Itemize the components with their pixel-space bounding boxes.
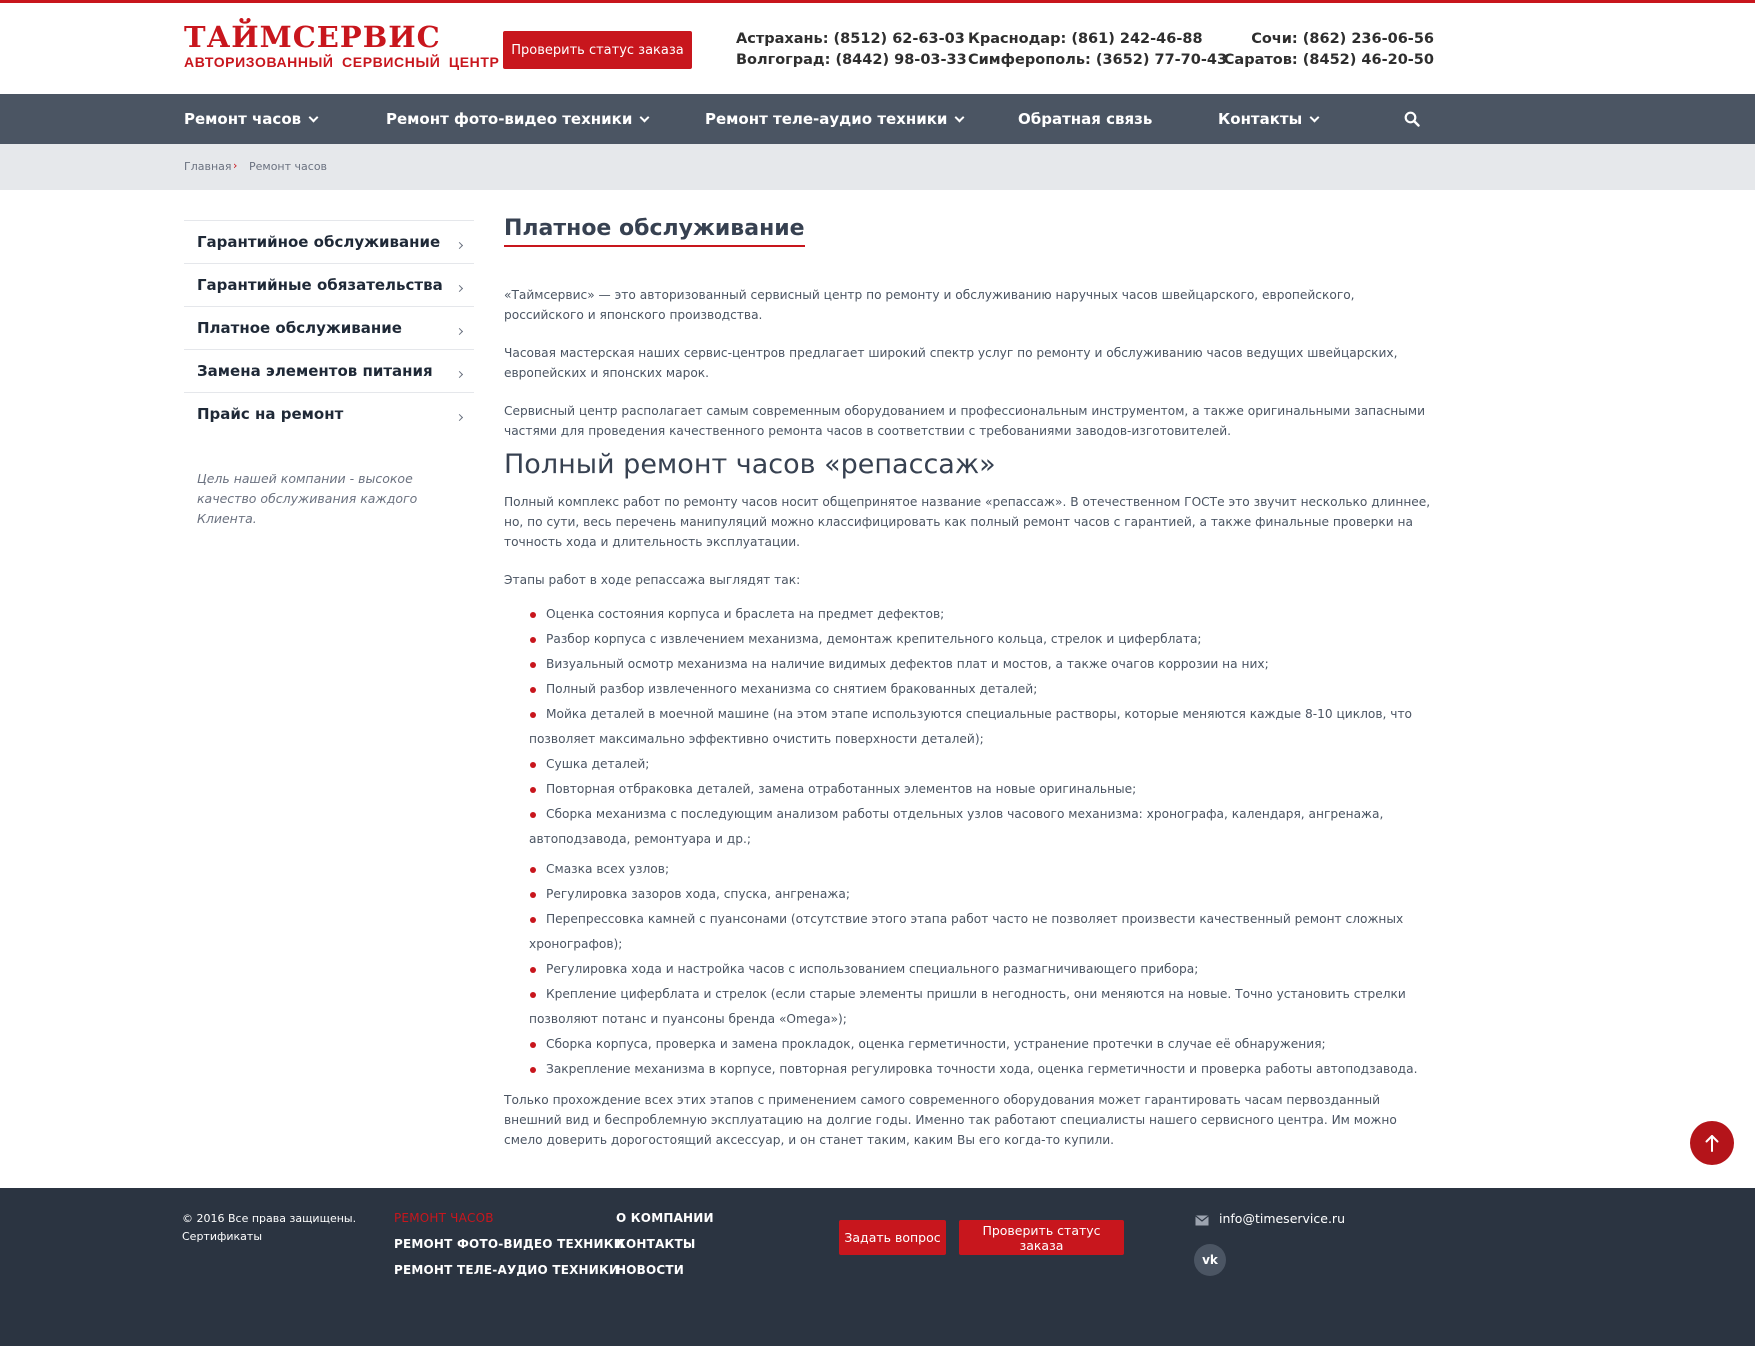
bullet-icon	[530, 687, 536, 693]
check-order-status-button[interactable]: Проверить статус заказа	[503, 31, 692, 69]
ask-question-button[interactable]: Задать вопрос	[839, 1220, 946, 1255]
sidebar-item-label: Прайс на ремонт	[197, 405, 344, 423]
nav-item-label: Контакты	[1218, 110, 1303, 128]
nav-item-photo-video-repair[interactable]	[386, 94, 648, 144]
breadcrumb-home[interactable]: Главная	[184, 160, 232, 173]
intro-paragraph: Часовая мастерская наших сервис-центров предлагает широкий спектр услуг по ремонту и обслуживанию часов ведущих швейцарских, европейских и японских марок.	[504, 346, 1398, 380]
phone-volgograd[interactable]: Волгоград: (8442) 98-03-33	[736, 52, 967, 68]
list-item: Полный разбор извлеченного механизма со снятием бракованных деталей;	[504, 677, 1436, 702]
list-item: Визуальный осмотр механизма на наличие видимых дефектов плат и мостов, а также очагов коррозии на них;	[504, 652, 1436, 677]
bullet-icon	[530, 1067, 536, 1073]
bullet-icon	[530, 812, 536, 818]
sidebar-item-warranty-obligations[interactable]	[184, 263, 474, 306]
body-paragraph: Этапы работ в ходе репассажа выглядят так:	[504, 573, 801, 587]
sidebar-item-battery-replacement[interactable]	[184, 349, 474, 392]
phone-saratov[interactable]: Саратов: (8452) 46-20-50	[1223, 52, 1434, 68]
phone-astrakhan[interactable]: Астрахань: (8512) 62-63-03	[736, 31, 965, 47]
chevron-right-icon	[456, 414, 463, 421]
sidebar-note: Цель нашей компании - высокое качество обслуживания каждого Клиента.	[197, 471, 418, 526]
bullet-icon	[530, 967, 536, 973]
sidebar	[184, 220, 474, 529]
chevron-down-icon	[640, 112, 650, 122]
bullet-icon	[530, 892, 536, 898]
chevron-right-icon	[456, 285, 463, 292]
arrow-up-icon	[1704, 1134, 1720, 1152]
list-item: Смазка всех узлов;	[504, 857, 1436, 882]
phones-col-2	[968, 29, 1227, 71]
closing-paragraph: Только прохождение всех этих этапов с применением самого современного оборудования может гарантировать часам первозданный внешний вид и беспроблемную эксплуатацию на долгие годы. Именно так работают специалисты нашего сервисного центра. Им можно смело доверить дорогостоящий аксессуар, и он станет таким, каким Вы его когда-то купили.	[504, 1093, 1397, 1147]
list-item: Разбор корпуса с извлечением механизма, демонтаж крепительного кольца, стрелок и циферблата;	[504, 627, 1436, 652]
footer-email-link[interactable]: info@timeservice.ru	[1219, 1211, 1345, 1226]
nav-item-label: Ремонт часов	[184, 110, 302, 128]
list-item: Сушка деталей;	[504, 752, 1436, 777]
nav-item-contacts[interactable]	[1218, 94, 1318, 144]
bullet-icon	[530, 787, 536, 793]
sidebar-item-label: Замена элементов питания	[197, 362, 433, 380]
sidebar-item-label: Платное обслуживание	[197, 319, 402, 337]
footer-copyright: © 2016 Все права защищены.	[182, 1212, 357, 1225]
footer-link-photo-video[interactable]: РЕМОНТ ФОТО-ВИДЕО ТЕХНИКИ	[394, 1237, 625, 1251]
chevron-down-icon	[1310, 112, 1320, 122]
main-content	[504, 216, 1436, 1150]
bullet-icon	[530, 612, 536, 618]
chevron-right-icon	[456, 328, 463, 335]
nav-item-label: Ремонт фото-видео техники	[386, 110, 633, 128]
logo[interactable]	[184, 20, 500, 70]
list-item: Регулировка хода и настройка часов с использованием специального размагничивающего прибора;	[504, 957, 1436, 982]
bullet-icon	[530, 992, 536, 998]
list-item: Оценка состояния корпуса и браслета на предмет дефектов;	[504, 602, 1436, 627]
bullet-icon	[530, 662, 536, 668]
nav-item-label: Ремонт теле-аудио техники	[705, 110, 948, 128]
footer-check-status-button[interactable]: Проверить статус заказа	[959, 1220, 1124, 1255]
stages-list	[504, 602, 1436, 852]
phones-col-3	[1224, 29, 1434, 71]
list-item: Закрепление механизма в корпусе, повторная регулировка точности хода, оценка герметичности и проверка работы автоподзавода.	[504, 1057, 1436, 1082]
list-item: Мойка деталей в моечной машине (на этом этапе используются специальные растворы, которые меняются каждые 8-10 циклов, что позволяет максимально эффективно очистить поверхности деталей);	[529, 707, 1413, 746]
intro-paragraph: Сервисный центр располагает самым современным оборудованием и профессиональным инструментом, а также оригинальными запасными частями для проведения качественного ремонта часов в соответствии с требованиями заводов-изготовителей.	[504, 404, 1426, 438]
footer-link-about[interactable]: О КОМПАНИИ	[616, 1211, 714, 1225]
footer-link-watch-repair[interactable]: РЕМОНТ ЧАСОВ	[394, 1211, 494, 1225]
phone-sochi[interactable]: Сочи: (862) 236-06-56	[1251, 31, 1434, 47]
phones-col-1	[736, 29, 967, 71]
section-heading: Полный ремонт часов «репассаж»	[504, 449, 996, 480]
breadcrumb	[0, 144, 1755, 190]
breadcrumb-current: Ремонт часов	[249, 160, 328, 173]
search-icon[interactable]	[1404, 111, 1420, 127]
nav-item-feedback[interactable]	[1018, 94, 1152, 144]
footer-link-news[interactable]: НОВОСТИ	[616, 1263, 685, 1277]
nav-item-label: Обратная связь	[1018, 110, 1153, 128]
footer-link-contacts[interactable]: КОНТАКТЫ	[616, 1237, 696, 1251]
site-header	[0, 3, 1755, 94]
main-nav	[0, 94, 1755, 144]
breadcrumb-separator-icon: ›	[233, 159, 238, 172]
list-item: Крепление циферблата и стрелок (если старые элементы пришли в негодность, они меняются на новые. Точно установить стрелки позволяют потанс и пуансоны бренда «Omega»);	[529, 987, 1406, 1026]
body-paragraph: Полный комплекс работ по ремонту часов носит общепринятое название «репассаж». В отечественном ГОСТе это звучит несколько длиннее, но, по сути, весь перечень манипуляций можно классифицировать как полный ремонт часов с гарантией, а также финальные проверки на точность хода и длительность эксплуатации.	[504, 495, 1431, 549]
intro-paragraph: «Таймсервис» — это авторизованный сервисный центр по ремонту и обслуживанию наручных часов швейцарского, европейского, российского и японского производства.	[504, 288, 1355, 322]
scroll-to-top-button[interactable]	[1690, 1121, 1734, 1165]
phone-simferopol[interactable]: Симферополь: (3652) 77-70-43	[968, 52, 1228, 68]
page-title: Платное обслуживание	[504, 216, 805, 247]
list-item: Сборка корпуса, проверка и замена прокладок, оценка герметичности, устранение протечки в случае её обнаружения;	[504, 1032, 1436, 1057]
nav-item-tv-audio-repair[interactable]	[705, 94, 963, 144]
chevron-down-icon	[955, 112, 965, 122]
vk-icon[interactable]: vk	[1194, 1244, 1226, 1276]
sidebar-item-label: Гарантийные обязательства	[197, 276, 443, 294]
list-item: Перепрессовка камней с пуансонами (отсутствие этого этапа работ часто не позволяет произвести качественный ремонт сложных хронографов);	[529, 912, 1404, 951]
logo-subtitle: АВТОРИЗОВАННЫЙ СЕРВИСНЫЙ ЦЕНТР	[184, 54, 500, 70]
sidebar-item-paid-service[interactable]	[184, 306, 474, 349]
chevron-down-icon	[309, 112, 319, 122]
chevron-right-icon	[456, 371, 463, 378]
bullet-icon	[530, 762, 536, 768]
footer-link-tv-audio[interactable]: РЕМОНТ ТЕЛЕ-АУДИО ТЕХНИКИ	[394, 1263, 620, 1277]
bullet-icon	[530, 712, 536, 718]
bullet-icon	[530, 637, 536, 643]
list-item: Регулировка зазоров хода, спуска, ангренажа;	[504, 882, 1436, 907]
chevron-right-icon	[456, 242, 463, 249]
list-item: Повторная отбраковка деталей, замена отработанных элементов на новые оригинальные;	[504, 777, 1436, 802]
sidebar-item-warranty-service[interactable]	[184, 220, 474, 263]
stages-list-continued	[504, 857, 1436, 1082]
list-item: Сборка механизма с последующим анализом работы отдельных узлов часового механизма: хронографа, календаря, ангренажа, автоподзавода, ремонтуара и др.;	[529, 807, 1384, 846]
footer-certificates-link[interactable]: Сертификаты	[182, 1230, 263, 1243]
sidebar-item-label: Гарантийное обслуживание	[197, 233, 441, 251]
logo-title: ТАЙМСЕРВИС	[184, 20, 441, 54]
nav-item-watch-repair[interactable]	[184, 94, 317, 144]
bullet-icon	[530, 867, 536, 873]
mail-icon	[1195, 1215, 1209, 1226]
bullet-icon	[530, 1042, 536, 1048]
sidebar-item-price-list[interactable]	[184, 392, 474, 435]
phone-krasnodar[interactable]: Краснодар: (861) 242-46-88	[968, 31, 1203, 47]
bullet-icon	[530, 917, 536, 923]
